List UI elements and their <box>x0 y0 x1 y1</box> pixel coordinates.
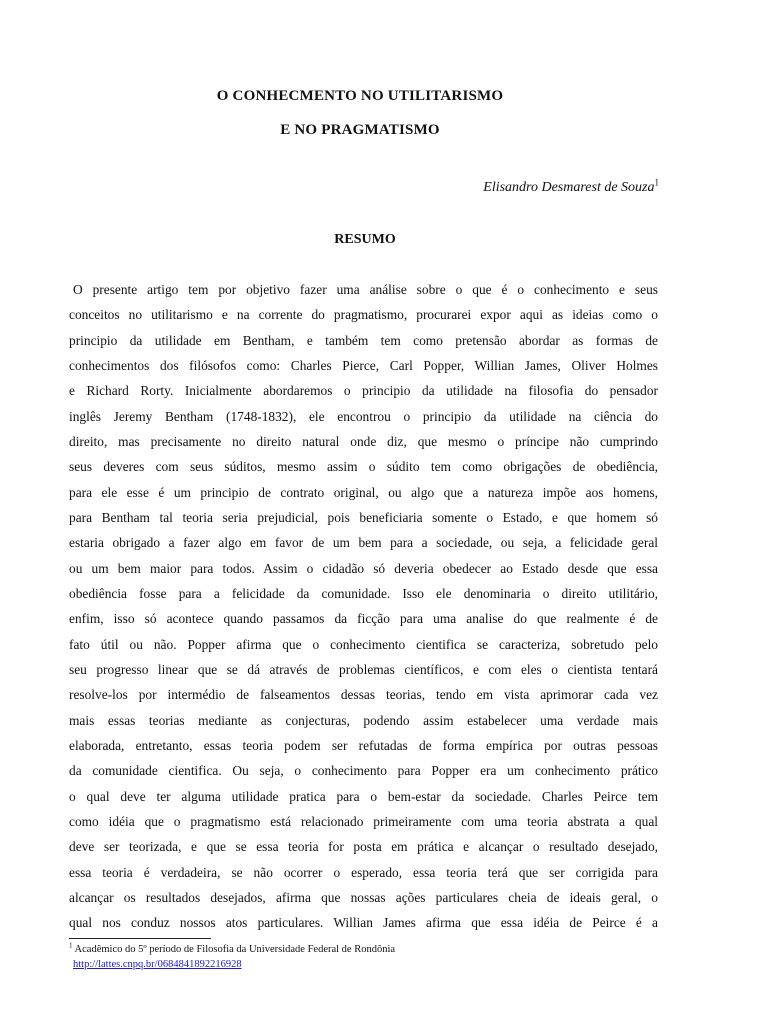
author-footnote-mark[interactable]: 1 <box>654 177 659 188</box>
footnote <box>69 943 395 957</box>
abstract-line: como idéia que o pragmatismo está relacionado primeiramente com uma teoria abstrata a qual <box>69 813 658 829</box>
abstract-line: para Bentham tal teoria seria prejudicial, pois beneficiaria somente o Estado, e que homem só <box>69 509 658 525</box>
abstract-heading: RESUMO <box>334 232 396 247</box>
abstract-line: enfim, isso só acontece quando passamos da ficção para uma analise do que realmente é de <box>69 611 658 627</box>
abstract-line: direito, mas precisamente no direito natural onde diz, que mesmo o príncipe não cumprindo <box>69 433 658 449</box>
abstract-line: alcançar os resultados desejados, afirma que nossas ações particulares cheia de ideais geral, o <box>69 889 658 905</box>
abstract-line: mais essas teorias mediante as conjecturas, podendo assim estabelecer uma verdade mais <box>69 712 658 728</box>
abstract-line: deve ser teorizada, e que se essa teoria for posta em prática e alcançar o resultado desejado, <box>69 839 658 855</box>
abstract-line: conhecimentos dos filósofos como: Charles Pierce, Carl Popper, Willian James, Oliver Holmes <box>69 357 658 373</box>
abstract-line: qual nos conduz nossos atos particulares. Willian James afirma que essa idéia de Peirce é a <box>69 915 658 931</box>
footnote-divider <box>69 938 211 939</box>
abstract-line: e Richard Rorty. Inicialmente abordaremos o principio da utilidade na filosofia do pensador <box>69 383 658 399</box>
title-line-1: O CONHECMENTO NO UTILITARISMO <box>216 88 504 104</box>
author-name <box>483 177 659 196</box>
abstract-line: conceitos no utilitarismo e na corrente do pragmatismo, procurarei expor aqui as ideias como o <box>69 307 658 323</box>
footnote-mark: 1 <box>69 941 73 950</box>
abstract-line: inglês Jeremy Bentham (1748-1832), ele encontrou o principio da utilidade na ciência do <box>69 408 658 424</box>
lattes-link[interactable]: http://lattes.cnpq.br/0684841892216928 <box>73 959 242 970</box>
abstract-line: fato útil ou não. Popper afirma que o conhecimento cientifica se caracteriza, sobretudo pelo <box>69 636 658 652</box>
footnote-text: Acadêmico do 5º período de Filosofia da Universidade Federal de Rondônia <box>72 944 396 955</box>
abstract-line: elaborada, entretanto, essas teoria podem ser refutadas de forma empírica por outras pessoas <box>69 737 658 753</box>
abstract-line: o qual deve ter alguma utilidade pratica para o bem-estar da sociedade. Charles Peirce tem <box>69 788 658 804</box>
abstract-line: essa teoria é verdadeira, se não ocorrer o esperado, essa teoria terá que ser corrigida para <box>69 864 658 880</box>
abstract-line: seus deveres com seus súditos, mesmo assim o súdito tem como obrigações de obediência, <box>69 459 658 475</box>
abstract-line: obediência fosse para a felicidade da comunidade. Isso ele denominaria o direito utilitário, <box>69 585 658 601</box>
abstract-body <box>69 277 658 936</box>
abstract-line: ou um bem maior para todos. Assim o cidadão só deveria obedecer ao Estado desde que essa <box>69 560 658 576</box>
title-line-2: E NO PRAGMATISMO <box>280 122 440 138</box>
author-name-text: Elisandro Desmarest de Souza <box>483 180 655 195</box>
abstract-line: da comunidade cientifica. Ou seja, o conhecimento para Popper era um conhecimento prático <box>69 763 658 779</box>
abstract-line: estaria obrigado a fazer algo em favor de um bem para a sociedade, ou seja, a felicidade geral <box>69 535 658 551</box>
abstract-line: resolve-los por intermédio de falseamentos dessas teorias, tendo em vista aprimorar cada vez <box>69 687 658 703</box>
abstract-line: para ele esse é um principio de contrato original, ou algo que a natureza impõe aos homens, <box>69 484 658 500</box>
abstract-line: seu progresso linear que se dá através de problemas científicos, e com eles o cientista tentará <box>69 661 658 677</box>
abstract-line: principio da utilidade em Bentham, e também tem como pretensão abordar as formas de <box>69 332 658 348</box>
abstract-line: O presente artigo tem por objetivo fazer uma análise sobre o que é o conhecimento e seus <box>73 282 658 297</box>
